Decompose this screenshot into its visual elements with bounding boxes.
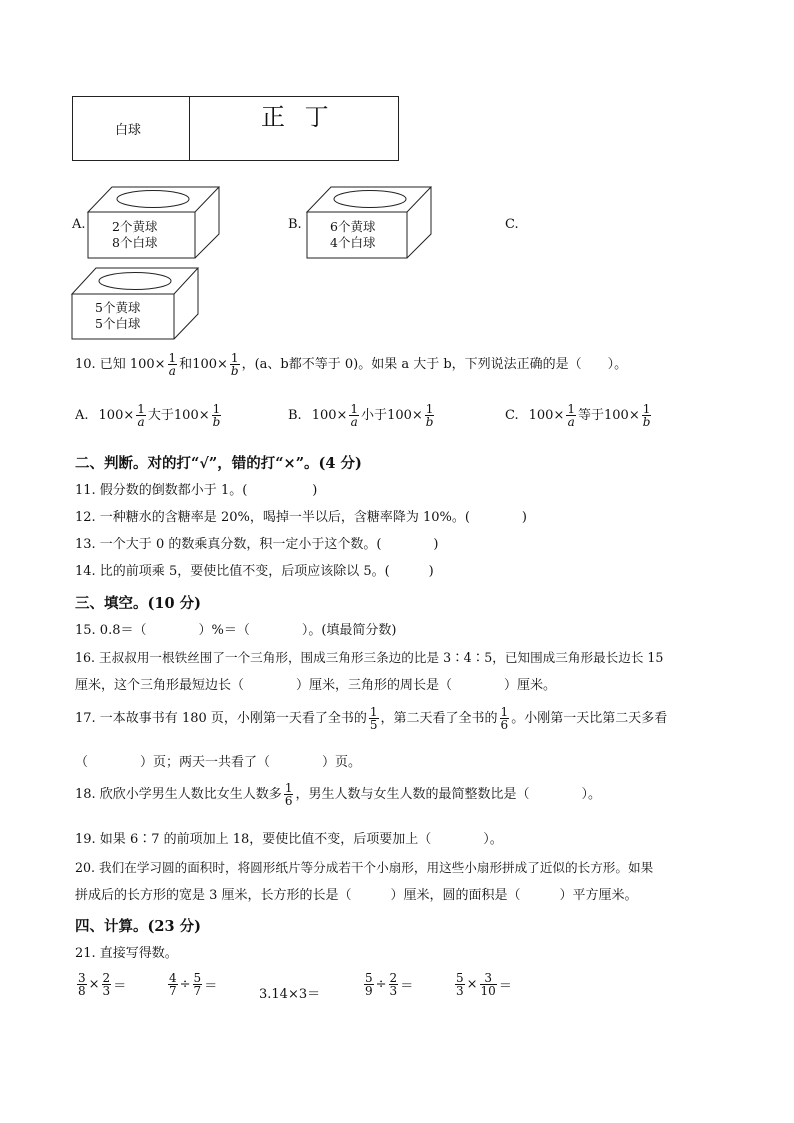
q18-frac-one-sixth: $\frac{1}{6}$ — [284, 781, 293, 808]
box-a-side — [195, 187, 219, 258]
tally-marks: 正 丁 — [261, 103, 335, 131]
box-a-line-1: 2个黄球 — [112, 219, 158, 234]
section-4-heading: 四、计算。(23 分) — [75, 918, 201, 935]
question-17-line-2: （ ）页；两天一共看了（ ）页。 — [75, 755, 362, 770]
question-10 — [75, 352, 627, 377]
question-20-line-1: 20. 我们在学习圆的面积时，将圆形纸片等分成若干个小扇形，用这些小扇形拼成了近似的长方形。如果 — [75, 860, 654, 875]
box-c-line-2: 5个白球 — [95, 316, 141, 331]
table-label: 白球 — [115, 123, 142, 138]
section-3-heading: 三、填空。(10 分) — [75, 595, 201, 612]
q10-hundred-b: 100× — [192, 356, 228, 372]
question-17-line-1: 17. 一本故事书有 180 页，小刚第一天看了全书的 $\frac{1}{5}$ ，第二天看了全书的 $\frac{1}{6}$ 。小刚第一天比第二天多看 — [75, 705, 668, 732]
box-a-label — [112, 219, 157, 251]
box-b-line-1: 6个黄球 — [330, 219, 376, 234]
question-21: 21. 直接写得数。 — [75, 946, 178, 961]
option-a-letter: A. — [72, 217, 86, 232]
q10-number: 10. 已知 — [75, 356, 126, 372]
box-b-opening — [334, 191, 406, 208]
option-c-letter: C. — [505, 217, 519, 232]
box-b-side — [407, 187, 431, 258]
question-14: 14. 比的前项乘 5，要使比值不变，后项应该除以 5。( ) — [75, 564, 434, 579]
calc-item-2: $\frac{4}{7}$ ÷ $\frac{5}{7}$ ＝ — [169, 971, 218, 998]
calc-item-1: $\frac{3}{8}$ × $\frac{2}{3}$ ＝ — [78, 971, 127, 998]
q10-and: 和 — [179, 356, 193, 372]
question-20-line-2: 拼成后的长方形的宽是 3 厘米，长方形的长是（ ）厘米，圆的面积是（ ）平方厘米。 — [75, 888, 638, 903]
box-c-opening — [99, 273, 171, 290]
question-16-line-1: 16. 王叔叔用一根铁丝围了一个三角形，围成三角形三条边的比是 3∶4∶5，已知围成三角形最长边长 15 — [75, 650, 664, 665]
section-2-heading: 二、判断。对的打“√”，错的打“×”。(4 分) — [75, 455, 362, 472]
option-b-letter: B. — [288, 217, 302, 232]
q10-option-a: A. 100× $\frac{1}{a}$ 大于 100× $\frac{1}{b}$ — [75, 402, 221, 429]
q17-frac-one-fifth: $\frac{1}{5}$ — [369, 705, 378, 732]
question-11: 11. 假分数的倒数都小于 1。( ) — [75, 483, 318, 498]
box-c-line-1: 5个黄球 — [95, 300, 141, 315]
box-c-side — [174, 268, 198, 339]
question-18: 18. 欣欣小学男生人数比女生人数多 $\frac{1}{6}$ ，男生人数与女生人数的最简整数比是（ ）。 — [75, 781, 601, 808]
box-a-opening — [117, 191, 189, 208]
box-b-line-2: 4个白球 — [330, 235, 376, 250]
box-c-label — [95, 300, 140, 332]
q10-condition: ，(a、b都不等于 0)。如果 a 大于 b，下列说法正确的是（ ）。 — [241, 356, 628, 372]
q10-hundred-a: 100× — [129, 356, 166, 372]
calc-item-4: $\frac{5}{9}$ ÷ $\frac{2}{3}$ ＝ — [365, 971, 414, 998]
q10-option-c: C. 100× $\frac{1}{a}$ 等于 100× $\frac{1}{b}$ — [505, 402, 651, 429]
q10-option-b: B. 100× $\frac{1}{a}$ 小于 100× $\frac{1}{b}$ — [288, 402, 434, 429]
box-a-line-2: 8个白球 — [112, 235, 158, 250]
calc-item-5: $\frac{5}{3}$ × $\frac{3}{10}$ ＝ — [456, 971, 512, 998]
box-c-top — [72, 268, 198, 294]
question-19: 19. 如果 6∶7 的前项加上 18，要使比值不变，后项要加上（ ）。 — [75, 832, 503, 847]
question-15: 15. 0.8＝（ ）%＝（ ）。(填最简分数) — [75, 623, 397, 638]
box-b-label — [330, 219, 375, 251]
question-13: 13. 一个大于 0 的数乘真分数，积一定小于这个数。( ) — [75, 537, 439, 552]
question-16-line-2: 厘米，这个三角形最短边长（ ）厘米，三角形的周长是（ ）厘米。 — [75, 678, 557, 693]
q17-frac-one-sixth: $\frac{1}{6}$ — [500, 705, 509, 732]
calc-item-3: 3.14×3＝ — [259, 987, 321, 1002]
q10-frac-1-over-b: $\frac{1}{b}$ — [230, 351, 239, 378]
q10-frac-1-over-a: $\frac{1}{a}$ — [168, 351, 177, 378]
question-12: 12. 一种糖水的含糖率是 20%，喝掉一半以后，含糖率降为 10%。( ) — [75, 510, 528, 525]
